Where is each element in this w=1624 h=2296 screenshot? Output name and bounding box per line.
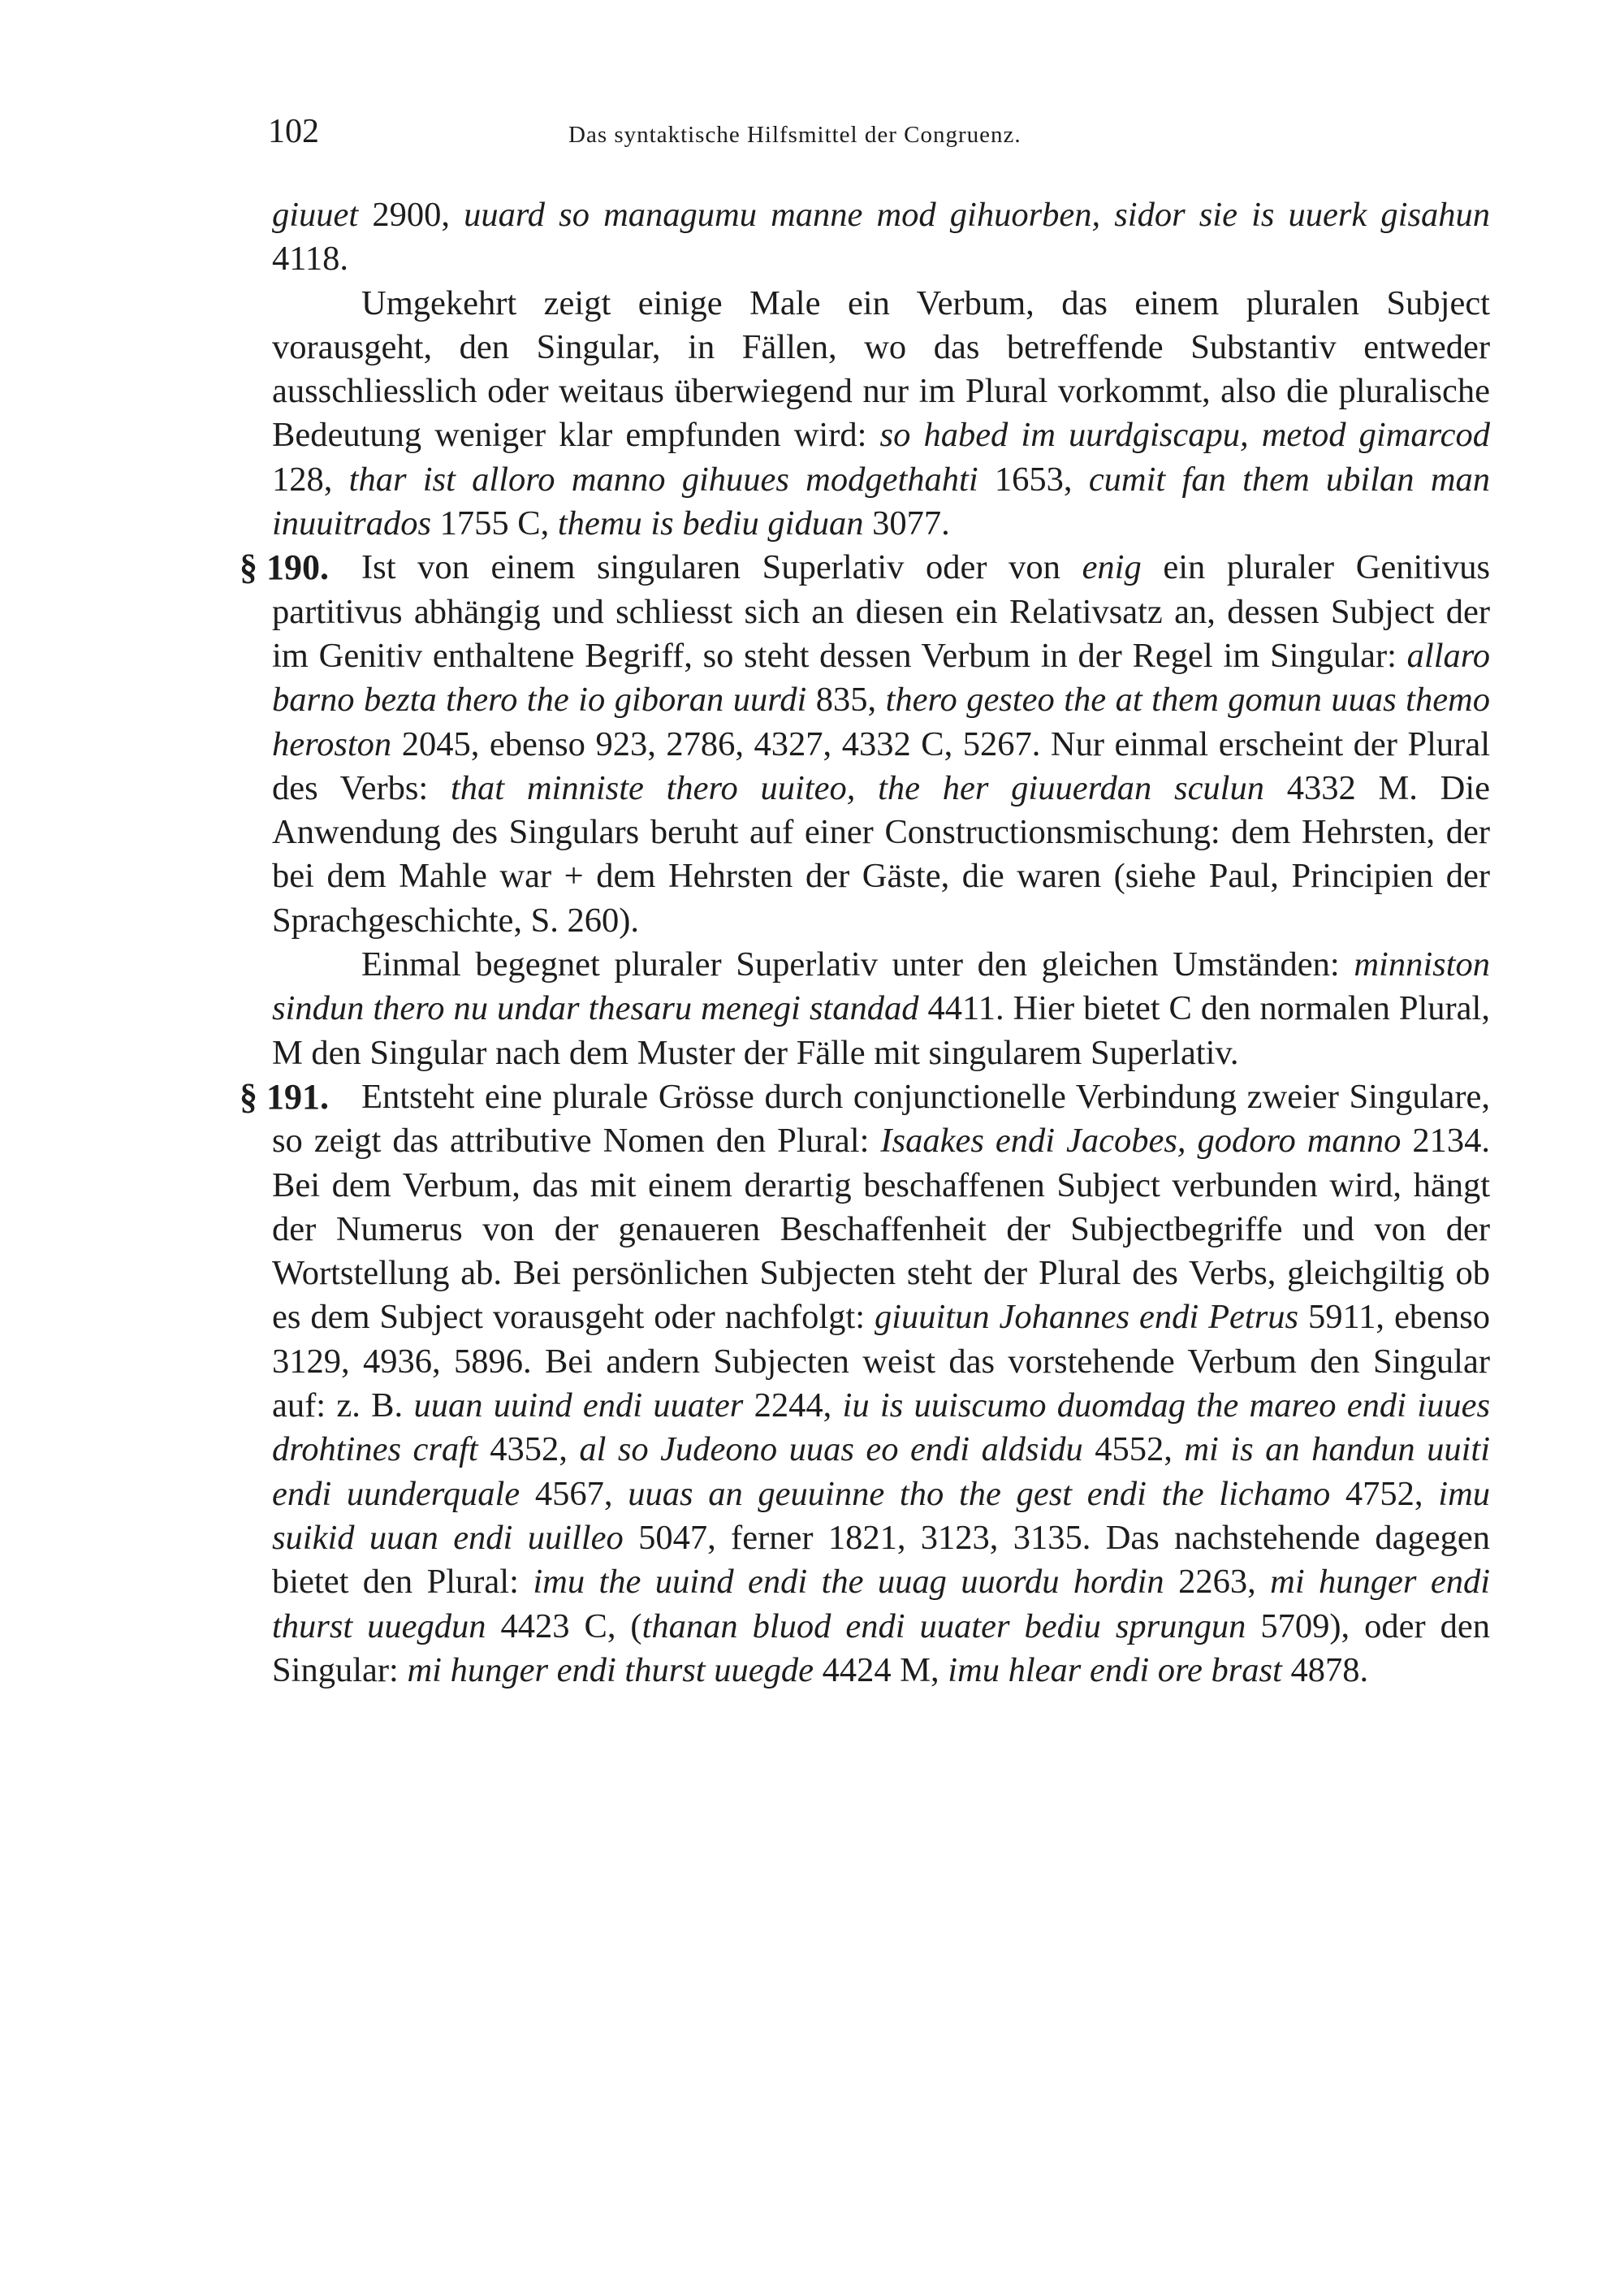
section-marker: § 190. [240, 547, 329, 588]
text-run: 4118. [272, 240, 349, 279]
paragraph-section-191 [240, 1075, 1491, 1693]
citation-text: al so Judeono uuas eo endi aldsidu [579, 1430, 1083, 1469]
text-run: 3077. [863, 504, 950, 543]
text-run: ein pluraler Genitivus partitivus abhängig und schliesst sich an diesen ein Relativsatz an, dessen Subject der im Genitiv enthaltene Begriff, so steht dessen Verbum in der Regel im Singular: [272, 548, 1490, 675]
text-run: 4411. Hier bietet C den normalen Plural, M den Singular nach dem Muster der Fälle mit singularem Superlativ. [272, 989, 1490, 1072]
citation-text: imu suikid uuan endi uuilleo [272, 1474, 1491, 1557]
page-number: 102 [268, 113, 319, 150]
paragraph [272, 943, 1490, 1075]
text-run: 5047, ferner 1821, 3123, 3135. Das nachstehende dagegen bietet den Plural: [272, 1518, 1490, 1602]
text-run: 128, [272, 460, 349, 499]
text-run: 1653, [978, 460, 1089, 499]
text-run: 5709), oder den Singular: [272, 1606, 1491, 1689]
citation-text: imu hlear endi ore brast [948, 1650, 1282, 1689]
section-marker: § 191. [240, 1076, 329, 1117]
citation-text: cumit fan them ubilan man inuuitrados [272, 460, 1491, 543]
paragraph-section-190 [240, 546, 1491, 943]
citation-text: mi is an handun uuiti endi uunderquale [272, 1430, 1491, 1513]
text-run: 2900, [358, 196, 464, 234]
text-run: Ist von einem singularen Superlativ oder von [361, 548, 1082, 587]
text-run: 4424 M, [813, 1650, 948, 1689]
text-run: 4352, [477, 1430, 580, 1469]
citation-text: enig [1082, 548, 1142, 587]
text-run: 4878. [1281, 1650, 1369, 1689]
text-run: 4567, [520, 1474, 628, 1513]
citation-text: that minniste thero uuiteo, the her giuuerdan sculun [450, 768, 1264, 807]
running-title: Das syntaktische Hilfsmittel der Congruenz. [568, 122, 1021, 148]
citation-text: thero gesteo the at them gomun uuas themo heroston [272, 681, 1490, 763]
text-run: 1755 C, [431, 504, 558, 543]
citation-text: so habed im uurdgiscapu, metod gimarcod [879, 416, 1490, 455]
citation-text: uuan uuind endi uuater [413, 1386, 744, 1425]
citation-text: giuuitun Johannes endi Petrus [874, 1298, 1299, 1337]
text-run: 4332 M. Die Anwendung des Singulars beruht auf einer Constructionsmischung: dem Hehrsten, der bei dem Mahle war + dem Hehrsten der Gäste, die waren (siehe Paul, Principien der Sprachgeschichte, S. 260). [272, 768, 1491, 940]
citation-text: iu is uuiscumo duomdag the mareo endi iuues drohtines craft [272, 1386, 1490, 1469]
citation-text: mi hunger endi thurst uuegdun [272, 1563, 1491, 1645]
paragraph-continuation [272, 193, 1490, 282]
text-run: 4423 C, ( [486, 1606, 642, 1645]
citation-text: mi hunger endi thurst uuegde [407, 1650, 814, 1689]
text-run: 5911, ebenso 3129, 4936, 5896. Bei andern Subjecten weist das vorstehende Verbum den Singular auf: z. B. [272, 1298, 1490, 1425]
page-header [268, 112, 1486, 161]
text-run: 2244, [743, 1386, 843, 1425]
citation-text: allaro barno bezta thero the io giboran uurdi [272, 636, 1490, 720]
citation-text: thanan bluod endi uuater bediu sprungun [641, 1606, 1246, 1645]
citation-text: imu the uuind endi the uuag uuordu hordin [533, 1563, 1164, 1602]
text-run: 2134. Bei dem Verbum, das mit einem derartig beschaffenen Subject verbunden wird, hängt der Numerus von der genaueren Beschaffenheit der Subjectbegriffe und von der Wortstellung ab. Bei persönlichen Subjecten steht der Plural des Verbs, gleichgiltig ob es dem Subject vorausgeht oder nachfolgt: [272, 1122, 1490, 1337]
text-run: 4552, [1082, 1430, 1185, 1469]
text-run: 2263, [1164, 1563, 1271, 1602]
paragraph [272, 282, 1490, 547]
text-run: Entsteht eine plurale Grösse durch conjunctionelle Verbindung zweier Singulare, so zeigt das attributive Nomen den Plural: [272, 1077, 1490, 1161]
text-run: 835, [806, 681, 886, 720]
text-run: 4752, [1330, 1474, 1439, 1513]
text-run: Umgekehrt zeigt einige Male ein Verbum, das einem pluralen Subject vorausgeht, den Singular, in Fällen, wo das betreffende Substantiv entweder ausschliesslich oder weitaus überwiegend nur im Plural vorkommt, also die pluralische Bedeutung weniger klar empfunden wird: [272, 283, 1490, 455]
citation-text: uuard so managumu manne mod gihuorben, sidor sie is uuerk gisahun [464, 196, 1491, 234]
citation-text: Isaakes endi Jacobes, godoro manno [880, 1122, 1402, 1161]
citation-text: uuas an geuuinne tho the gest endi the lichamo [628, 1474, 1331, 1513]
citation-text: themu is bediu giduan [557, 504, 864, 543]
body-text [240, 193, 1491, 1693]
citation-text: thar ist alloro manno gihuues modgethahti [348, 460, 978, 499]
citation-text: minniston sindun thero nu undar thesaru menegi standad [272, 945, 1490, 1028]
text-run: 2045, ebenso 923, 2786, 4327, 4332 C, 5267. Nur einmal erscheint der Plural des Verbs: [272, 724, 1490, 807]
citation-text: giuuet [272, 196, 359, 234]
text-run: Einmal begegnet pluraler Superlativ unter den gleichen Umständen: [361, 945, 1354, 984]
